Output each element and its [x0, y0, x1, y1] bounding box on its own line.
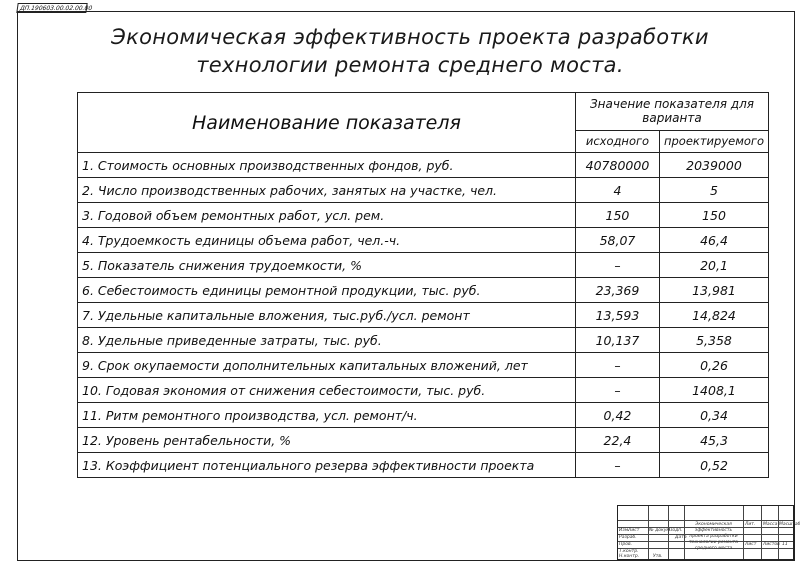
- row-initial: 10,137: [575, 328, 659, 353]
- title-block-divider: [618, 520, 793, 521]
- table-row: [78, 328, 769, 353]
- tb-sheets-count: 11: [782, 542, 788, 547]
- indicators-table: [77, 92, 769, 478]
- row-name: 10. Годовая экономия от снижения себестоимости, тыс. руб.: [78, 378, 576, 403]
- row-projected: 13,981: [659, 278, 768, 303]
- row-initial: 40780000: [575, 153, 659, 178]
- title-block: [617, 505, 800, 560]
- row-name: 1. Стоимость основных производственных фондов, руб.: [78, 153, 576, 178]
- row-projected: 5,358: [659, 328, 768, 353]
- row-initial: 13,593: [575, 303, 659, 328]
- tb-doc-title: Экономическая эффективность проекта разработки технологии ремонта среднего моста: [688, 522, 739, 551]
- title-block-divider: [778, 506, 779, 559]
- row-projected: 5: [659, 178, 768, 203]
- table-row: [78, 178, 769, 203]
- row-initial: 4: [575, 178, 659, 203]
- row-projected: 0,34: [659, 403, 768, 428]
- row-projected: 0,26: [659, 353, 768, 378]
- row-name: 11. Ритм ремонтного производства, усл. ремонт/ч.: [78, 403, 576, 428]
- header-indicator-name: Наименование показателя: [78, 93, 576, 153]
- tb-sign: Подп.: [669, 528, 683, 533]
- header-col-initial: исходного: [575, 130, 659, 152]
- tb-sheets: Листов: [763, 542, 780, 547]
- row-projected: 150: [659, 203, 768, 228]
- tb-sheet: Лист: [745, 542, 757, 547]
- row-projected: 45,3: [659, 428, 768, 453]
- row-name: 4. Трудоемкость единицы объема работ, чел.-ч.: [78, 228, 576, 253]
- row-initial: 22,4: [575, 428, 659, 453]
- table-row: [78, 428, 769, 453]
- title-block-divider: [684, 506, 685, 559]
- table-row: [78, 403, 769, 428]
- row-projected: 1408,1: [659, 378, 768, 403]
- tb-date: Дата: [675, 535, 687, 540]
- row-projected: 2039000: [659, 153, 768, 178]
- table-header-row: [78, 93, 769, 131]
- table-row: [78, 153, 769, 178]
- row-name: 2. Число производственных рабочих, занятых на участке, чел.: [78, 178, 576, 203]
- tb-mass: Масса: [763, 522, 778, 527]
- row-initial: 0,42: [575, 403, 659, 428]
- row-name: 7. Удельные капитальные вложения, тыс.руб./усл. ремонт: [78, 303, 576, 328]
- row-initial: 58,07: [575, 228, 659, 253]
- row-projected: 14,824: [659, 303, 768, 328]
- row-projected: 46,4: [659, 228, 768, 253]
- tb-doc-no: № докум.: [649, 528, 672, 533]
- row-initial: –: [575, 353, 659, 378]
- title-block-divider: [761, 506, 762, 559]
- table-row: [78, 278, 769, 303]
- tb-list: Лист: [628, 528, 640, 533]
- tb-nkontr: Н.контр.: [619, 554, 640, 559]
- tb-lit: Лит.: [745, 522, 756, 527]
- row-name: 12. Уровень рентабельности, %: [78, 428, 576, 453]
- table-row: [78, 303, 769, 328]
- row-name: 9. Срок окупаемости дополнительных капитальных вложений, лет: [78, 353, 576, 378]
- row-initial: –: [575, 253, 659, 278]
- header-indicator-value: Значение показателя для варианта: [575, 93, 768, 131]
- row-initial: –: [575, 378, 659, 403]
- row-name: 6. Себестоимость единицы ремонтной продукции, тыс. руб.: [78, 278, 576, 303]
- tb-prov: Пров.: [619, 542, 633, 547]
- row-projected: 0,52: [659, 453, 768, 478]
- tb-scale: Масштаб: [779, 522, 800, 527]
- row-name: 13. Коэффициент потенциального резерва эффективности проекта: [78, 453, 576, 478]
- table-row: [78, 228, 769, 253]
- header-col-projected: проектируемого: [659, 130, 768, 152]
- row-initial: 23,369: [575, 278, 659, 303]
- title-block-divider: [743, 506, 744, 559]
- tb-tkontr: Т.контр.: [619, 549, 639, 554]
- tb-izm: Изм.: [619, 528, 630, 533]
- row-initial: –: [575, 453, 659, 478]
- table-row: [78, 353, 769, 378]
- tb-utv: Утв.: [653, 554, 663, 559]
- row-initial: 150: [575, 203, 659, 228]
- table-row: [78, 203, 769, 228]
- page-title-line-1: Экономическая эффективность проекта разработки: [111, 25, 709, 49]
- table-row: [78, 453, 769, 478]
- row-projected: 20,1: [659, 253, 768, 278]
- table-row: [78, 378, 769, 403]
- tb-razrab: Разраб.: [619, 535, 637, 540]
- row-name: 3. Годовой объем ремонтных работ, усл. рем.: [78, 203, 576, 228]
- row-name: 5. Показатель снижения трудоемкости, %: [78, 253, 576, 278]
- table-row: [78, 253, 769, 278]
- page-title-line-2: технологии ремонта среднего моста.: [196, 53, 624, 77]
- document-code-stamp: ДП.190603.00.02.00.00: [16, 3, 87, 13]
- row-name: 8. Удельные приведенные затраты, тыс. руб.: [78, 328, 576, 353]
